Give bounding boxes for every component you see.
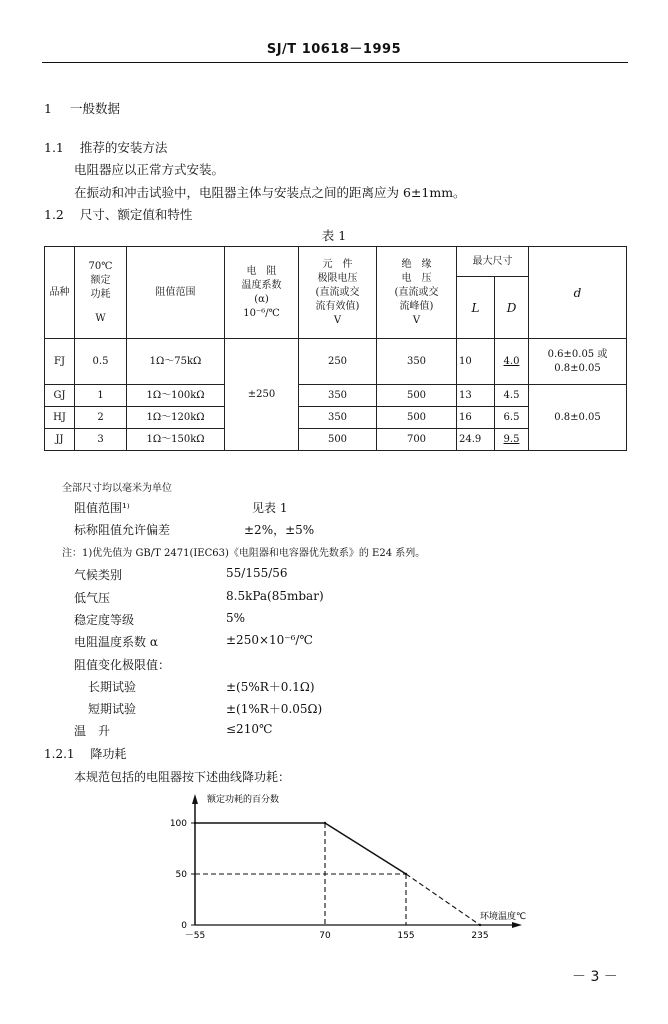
cell-tcr: ±250 <box>225 339 299 451</box>
cell-L: 10 <box>457 339 495 385</box>
data-point <box>324 822 326 824</box>
cell-power: 2 <box>75 407 127 429</box>
section-title: 推荐的安装方法 <box>79 140 168 155</box>
section-number: 1.1 <box>44 140 64 155</box>
cell-variety: JJ <box>45 429 75 451</box>
y-tick-label: 50 <box>175 870 187 880</box>
table-row <box>45 385 627 407</box>
cell-d: 0.6±0.05 或 0.8±0.05 <box>529 339 627 385</box>
long-value: ±(5%R＋0.1Ω) <box>226 680 315 694</box>
cell-insulation: 350 <box>377 339 457 385</box>
cell-insulation: 500 <box>377 385 457 407</box>
cell-power: 1 <box>75 385 127 407</box>
x-tick-label: 70 <box>319 931 331 941</box>
table-caption: 表 1 <box>321 228 347 243</box>
limit-label: 阻值变化极限值： <box>74 658 171 672</box>
section-number: 1 <box>44 101 52 116</box>
header-tcr: 电 阻 温度系数 (α) 10⁻⁶/℃ <box>225 247 299 339</box>
header-insulation: 绝 缘 电 压 (直流或交 流峰值) V <box>377 247 457 339</box>
units-note: 全部尺寸均以毫米为单位 <box>62 483 172 494</box>
cell-insulation: 500 <box>377 407 457 429</box>
cell-D: 6.5 <box>495 407 529 429</box>
cell-power: 0.5 <box>75 339 127 385</box>
cell-L: 16 <box>457 407 495 429</box>
lowp-value: 8.5kPa(85mbar) <box>226 589 324 603</box>
curve-derate <box>325 823 406 874</box>
cell-variety: HJ <box>45 407 75 429</box>
y-tick-label: 0 <box>181 921 187 931</box>
paragraph: 在振动和冲击试验中，电阻器主体与安装点之间的距离应为 6±1mm。 <box>74 185 466 200</box>
cell-power: 3 <box>75 429 127 451</box>
cell-D: 4.5 <box>495 385 529 407</box>
climate-value: 55/155/56 <box>226 566 288 580</box>
cell-D: 9.5 <box>495 429 529 451</box>
temp-label: 温 升 <box>74 724 111 738</box>
x-tick-label: 235 <box>471 931 489 941</box>
data-point <box>479 924 481 926</box>
cell-L: 13 <box>457 385 495 407</box>
cell-range: 1Ω～120kΩ <box>127 407 225 429</box>
section-title: 尺寸、额定值和特性 <box>79 207 193 222</box>
data-point <box>405 873 407 875</box>
header-voltage: 元 件 极限电压 (直流或交 流有效值) V <box>299 247 377 339</box>
cell-d: 0.8±0.05 <box>529 385 627 451</box>
cell-range: 1Ω～75kΩ <box>127 339 225 385</box>
short-value: ±(1%R＋0.05Ω) <box>226 702 323 716</box>
tol-value: ±2%，±5% <box>244 523 315 537</box>
y-axis-arrow <box>192 794 198 804</box>
tcr-value: ±250×10⁻⁶/℃ <box>226 633 313 647</box>
header-range: 阻值范围 <box>127 247 225 339</box>
y-axis-label: 额定功耗的百分数 <box>207 795 280 805</box>
derating-chart <box>150 790 550 960</box>
stab-label: 稳定度等级 <box>74 613 135 627</box>
x-axis-label: 环境温度℃ <box>480 912 527 922</box>
cell-range: 1Ω～100kΩ <box>127 385 225 407</box>
cell-voltage: 350 <box>299 407 377 429</box>
range-label: 阻值范围¹⁾ <box>74 501 130 515</box>
header-d: d <box>529 247 627 339</box>
header-variety: 品种 <box>45 247 75 339</box>
page-header: SJ/T 10618－1995 <box>266 42 402 57</box>
cell-L: 24.9 <box>457 429 495 451</box>
cell-range: 1Ω～150kΩ <box>127 429 225 451</box>
long-label: 长期试验 <box>88 680 137 694</box>
short-label: 短期试验 <box>88 702 137 716</box>
section-1-2-heading <box>44 205 192 223</box>
range-value: 见表 1 <box>252 501 288 515</box>
section-1-1-heading <box>44 138 167 156</box>
cell-variety: GJ <box>45 385 75 407</box>
tcr-label: 电阻温度系数 α <box>74 635 158 649</box>
x-tick-label: －55 <box>184 931 206 941</box>
cell-insulation: 700 <box>377 429 457 451</box>
stab-value: 5% <box>226 611 246 625</box>
paragraph: 电阻器应以正常方式安装。 <box>74 162 225 177</box>
section-1-2-1-heading <box>44 745 126 762</box>
tol-label: 标称阻值允许偏差 <box>74 523 171 537</box>
section-number: 1.2 <box>44 207 64 222</box>
temp-value: ≤210℃ <box>226 722 273 736</box>
footnote: 注：1)优先值为 GB/T 2471(IEC63)《电阻器和电容器优先数系》的 E24 系列。 <box>62 548 426 559</box>
curve-extended <box>406 874 480 925</box>
cell-variety: FJ <box>45 339 75 385</box>
y-tick-label: 100 <box>169 819 187 829</box>
paragraph: 本规范包括的电阻器按下述曲线降功耗： <box>74 770 291 784</box>
cell-voltage: 500 <box>299 429 377 451</box>
header-rule <box>42 62 628 63</box>
header-power: 70℃ 额定 功耗 W <box>75 247 127 339</box>
spec-table <box>44 246 627 451</box>
lowp-label: 低气压 <box>74 591 111 605</box>
x-tick-label: 155 <box>397 931 415 941</box>
cell-voltage: 250 <box>299 339 377 385</box>
header-max-dim: 最大尺寸 <box>457 247 529 277</box>
section-title: 一般数据 <box>69 101 120 116</box>
section-title: 降功耗 <box>90 747 127 761</box>
header-L: L <box>457 277 495 339</box>
header-D: D <box>495 277 529 339</box>
data-point <box>194 822 196 824</box>
page-number: － 3 － <box>572 969 618 985</box>
cell-voltage: 350 <box>299 385 377 407</box>
x-axis-arrow <box>512 922 522 928</box>
section-number: 1.2.1 <box>44 747 75 761</box>
table-row <box>45 339 627 385</box>
section-1-heading <box>44 99 120 117</box>
cell-D: 4.0 <box>495 339 529 385</box>
climate-label: 气候类别 <box>74 568 123 582</box>
